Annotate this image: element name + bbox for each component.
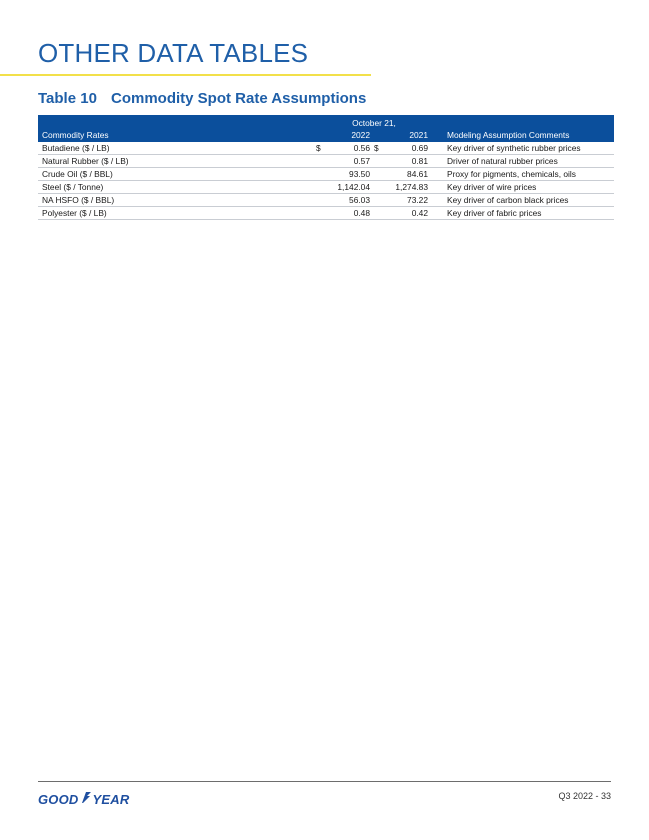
title-underline	[0, 74, 371, 76]
commodity-name: Natural Rubber ($ / LB)	[38, 155, 316, 168]
goodyear-logo	[38, 791, 129, 807]
currency-symbol-2021	[374, 181, 382, 194]
value-2022: 56.03	[324, 194, 374, 207]
value-2021: 0.81	[382, 155, 432, 168]
commodity-name: NA HSFO ($ / BBL)	[38, 194, 316, 207]
value-2021: 0.42	[382, 207, 432, 220]
table-title: Commodity Spot Rate Assumptions	[111, 90, 367, 107]
currency-symbol-2021	[374, 207, 382, 220]
commodity-name: Polyester ($ / LB)	[38, 207, 316, 220]
page-number: Q3 2022 - 33	[558, 791, 611, 801]
currency-symbol-2022	[316, 194, 324, 207]
value-2022: 0.48	[324, 207, 374, 220]
commodity-rates-header: Commodity Rates	[42, 130, 109, 140]
table-row	[38, 194, 614, 207]
currency-symbol-2022	[316, 181, 324, 194]
commodity-name: Steel ($ / Tonne)	[38, 181, 316, 194]
table-number: Table 10	[38, 90, 97, 107]
value-2022: 93.50	[324, 168, 374, 181]
footer-divider	[38, 781, 611, 782]
comment: Key driver of carbon black prices	[432, 194, 614, 207]
commodity-table	[38, 115, 614, 220]
table-row	[38, 181, 614, 194]
comment: Key driver of synthetic rubber prices	[432, 142, 614, 155]
value-2021: 0.69	[382, 142, 432, 155]
currency-symbol-2022	[316, 168, 324, 181]
value-2021: 84.61	[382, 168, 432, 181]
wingfoot-icon	[80, 791, 92, 807]
currency-symbol-2021: $	[374, 142, 382, 155]
currency-symbol-2022	[316, 207, 324, 220]
commodity-name: Butadiene ($ / LB)	[38, 142, 316, 155]
table-heading	[38, 90, 366, 107]
value-2022: 1,142.04	[324, 181, 374, 194]
table-header-row-period	[38, 115, 614, 129]
comment: Driver of natural rubber prices	[432, 155, 614, 168]
currency-symbol-2021	[374, 168, 382, 181]
commodity-name: Crude Oil ($ / BBL)	[38, 168, 316, 181]
year-2022-header: 2022	[351, 130, 370, 140]
value-2021: 73.22	[382, 194, 432, 207]
table-row	[38, 168, 614, 181]
logo-text-right: YEAR	[92, 792, 130, 807]
value-2022: 0.57	[324, 155, 374, 168]
table-row	[38, 142, 614, 155]
currency-symbol-2022: $	[316, 142, 324, 155]
year-2021-header: 2021	[409, 130, 428, 140]
value-2022: 0.56	[324, 142, 374, 155]
period-header: October 21,	[352, 117, 396, 128]
comment: Key driver of fabric prices	[432, 207, 614, 220]
currency-symbol-2021	[374, 194, 382, 207]
comment: Proxy for pigments, chemicals, oils	[432, 168, 614, 181]
currency-symbol-2022	[316, 155, 324, 168]
logo-text-left: GOOD	[38, 792, 79, 807]
comments-header: Modeling Assumption Comments	[447, 130, 570, 140]
table-row	[38, 207, 614, 220]
currency-symbol-2021	[374, 155, 382, 168]
table-body	[38, 142, 614, 220]
value-2021: 1,274.83	[382, 181, 432, 194]
table-row	[38, 155, 614, 168]
comment: Key driver of wire prices	[432, 181, 614, 194]
table-header-row-columns	[38, 129, 614, 142]
page-title: OTHER DATA TABLES	[38, 38, 309, 68]
